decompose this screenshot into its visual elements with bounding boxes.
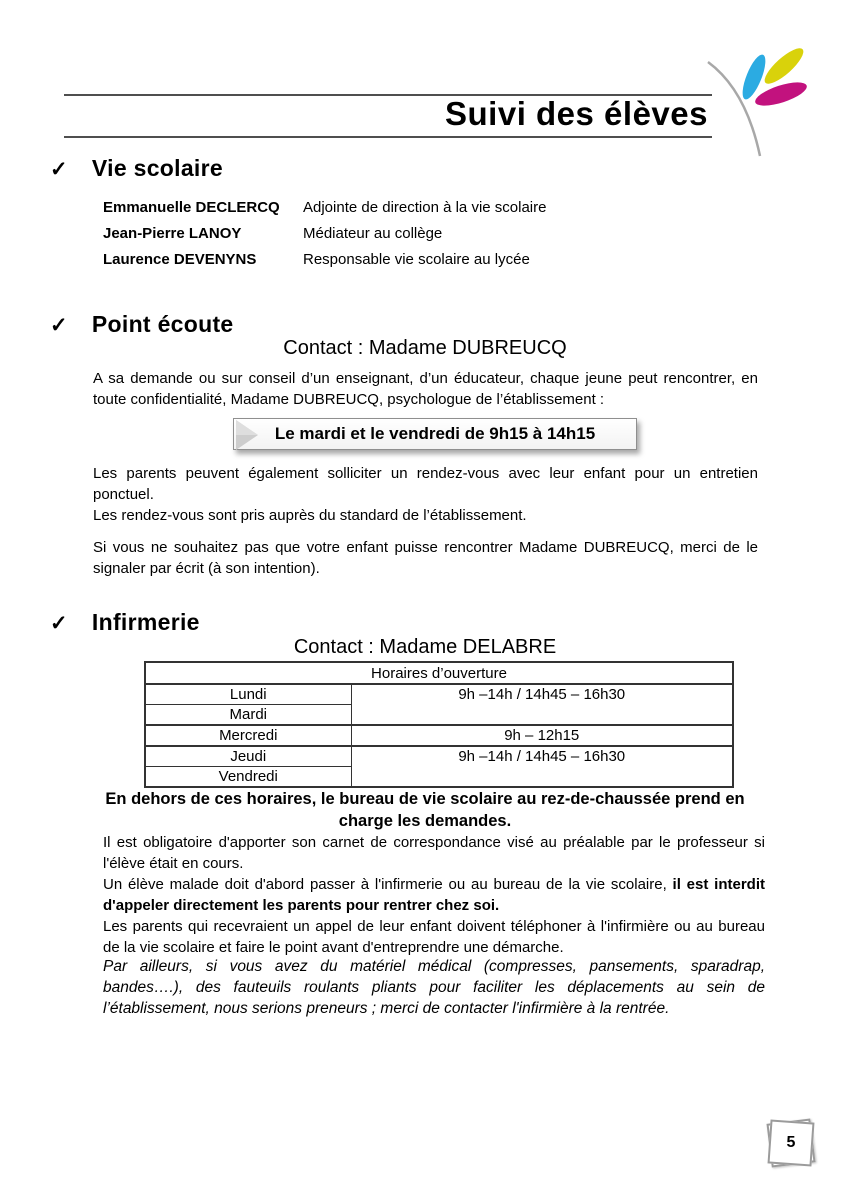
- staff-list: [103, 199, 546, 268]
- day-cell: Jeudi: [145, 746, 351, 767]
- point-ecoute-paragraphs: [93, 463, 758, 526]
- page-title: Suivi des élèves: [445, 95, 708, 132]
- day-cell: Vendredi: [145, 767, 351, 788]
- paragraph: Les parents peuvent également solliciter un rendez-vous avec leur enfant pour un entretien ponctuel.: [93, 465, 758, 503]
- paragraph: Si vous ne souhaitez pas que votre enfant puisse rencontrer Madame DUBREUCQ, merci de le signaler par écrit (à son intention).: [93, 539, 758, 577]
- contact-line-delabre: Contact : Madame DELABRE: [293, 636, 557, 658]
- section-title: Point écoute: [91, 311, 234, 337]
- table-header: Horaires d’ouverture: [145, 662, 733, 684]
- table-row: [145, 746, 733, 767]
- paragraph: Les parents qui recevraient un appel de leur enfant doivent téléphoner à l'infirmière ou au bureau de la vie scolaire et faire le point avant d'entreprendre une démarche.: [103, 918, 765, 956]
- infirmerie-paragraphs: [103, 832, 765, 958]
- paragraph-text: Un élève malade doit d'abord passer à l'infirmerie ou au bureau de la vie scolaire,: [103, 876, 667, 893]
- header-rule-bottom: [64, 136, 712, 138]
- point-ecoute-intro: A sa demande ou sur conseil d’un enseignant, d’un éducateur, chaque jeune peut rencontrer, en toute confidentialité, Madame DUBREUCQ, psychologue de l’établissement :: [93, 370, 758, 408]
- table-row: [145, 725, 733, 746]
- material-request-paragraph: Par ailleurs, si vous avez du matériel médical (compresses, pansements, sparadrap, bandes….), des fauteuils roulants pliants pour faciliter les déplacements au sein de l’établissement, nous serions preneurs ; merci de contacter l'infirmière à la rentrée.: [103, 958, 765, 1017]
- section-title: Infirmerie: [91, 609, 200, 635]
- school-logo-icon: [696, 28, 816, 178]
- contact-line-dubreucq: Contact : Madame DUBREUCQ: [283, 337, 567, 359]
- day-cell: Mardi: [145, 705, 351, 726]
- staff-name: Jean-Pierre LANOY: [103, 225, 242, 242]
- section-heading-infirmerie: [50, 609, 200, 636]
- paragraph: Il est obligatoire d'apporter son carnet de correspondance visé au préalable par le professeur si l'élève était en cours.: [103, 834, 765, 872]
- table-header-row: [145, 662, 733, 684]
- opening-hours-table: [144, 661, 734, 788]
- section-title: Vie scolaire: [91, 155, 223, 181]
- paragraph: Les rendez-vous sont pris auprès du standard de l’établissement.: [93, 507, 527, 524]
- logo-petal-magenta: [753, 78, 810, 111]
- schedule-highlight-text: Le mardi et le vendredi de 9h15 à 14h15: [274, 424, 596, 443]
- arrow-right-icon: [236, 420, 260, 450]
- table-row: [145, 684, 733, 705]
- page-number: 5: [786, 1134, 796, 1151]
- hours-cell: 9h –14h / 14h45 – 16h30: [351, 684, 733, 725]
- day-cell: Mercredi: [145, 725, 351, 746]
- staff-role: Médiateur au collège: [303, 225, 443, 242]
- paragraph-bold-text: il est interdit d'appeler directement les parents pour rentrer chez soi.: [103, 876, 765, 914]
- staff-name: Emmanuelle DECLERCQ: [103, 199, 280, 216]
- staff-role: Responsable vie scolaire au lycée: [303, 251, 530, 268]
- schedule-highlight-box: [233, 418, 637, 450]
- section-heading-vie-scolaire: [50, 155, 223, 182]
- paragraph: [103, 874, 765, 916]
- section-heading-point-ecoute: [50, 311, 234, 338]
- checkmark-icon: ✓: [50, 314, 68, 337]
- staff-name: Laurence DEVENYNS: [103, 251, 257, 268]
- logo-petal-yellow: [760, 43, 808, 88]
- hours-cell: 9h – 12h15: [351, 725, 733, 746]
- checkmark-icon: ✓: [50, 158, 68, 181]
- day-cell: Lundi: [145, 684, 351, 705]
- staff-role: Adjointe de direction à la vie scolaire: [303, 199, 547, 216]
- page-number-frame: [765, 1117, 817, 1169]
- hours-cell: 9h –14h / 14h45 – 16h30: [351, 746, 733, 787]
- checkmark-icon: ✓: [50, 612, 68, 635]
- infirmerie-notice: En dehors de ces horaires, le bureau de vie scolaire au rez-de-chaussée prend en charge les demandes.: [105, 790, 745, 830]
